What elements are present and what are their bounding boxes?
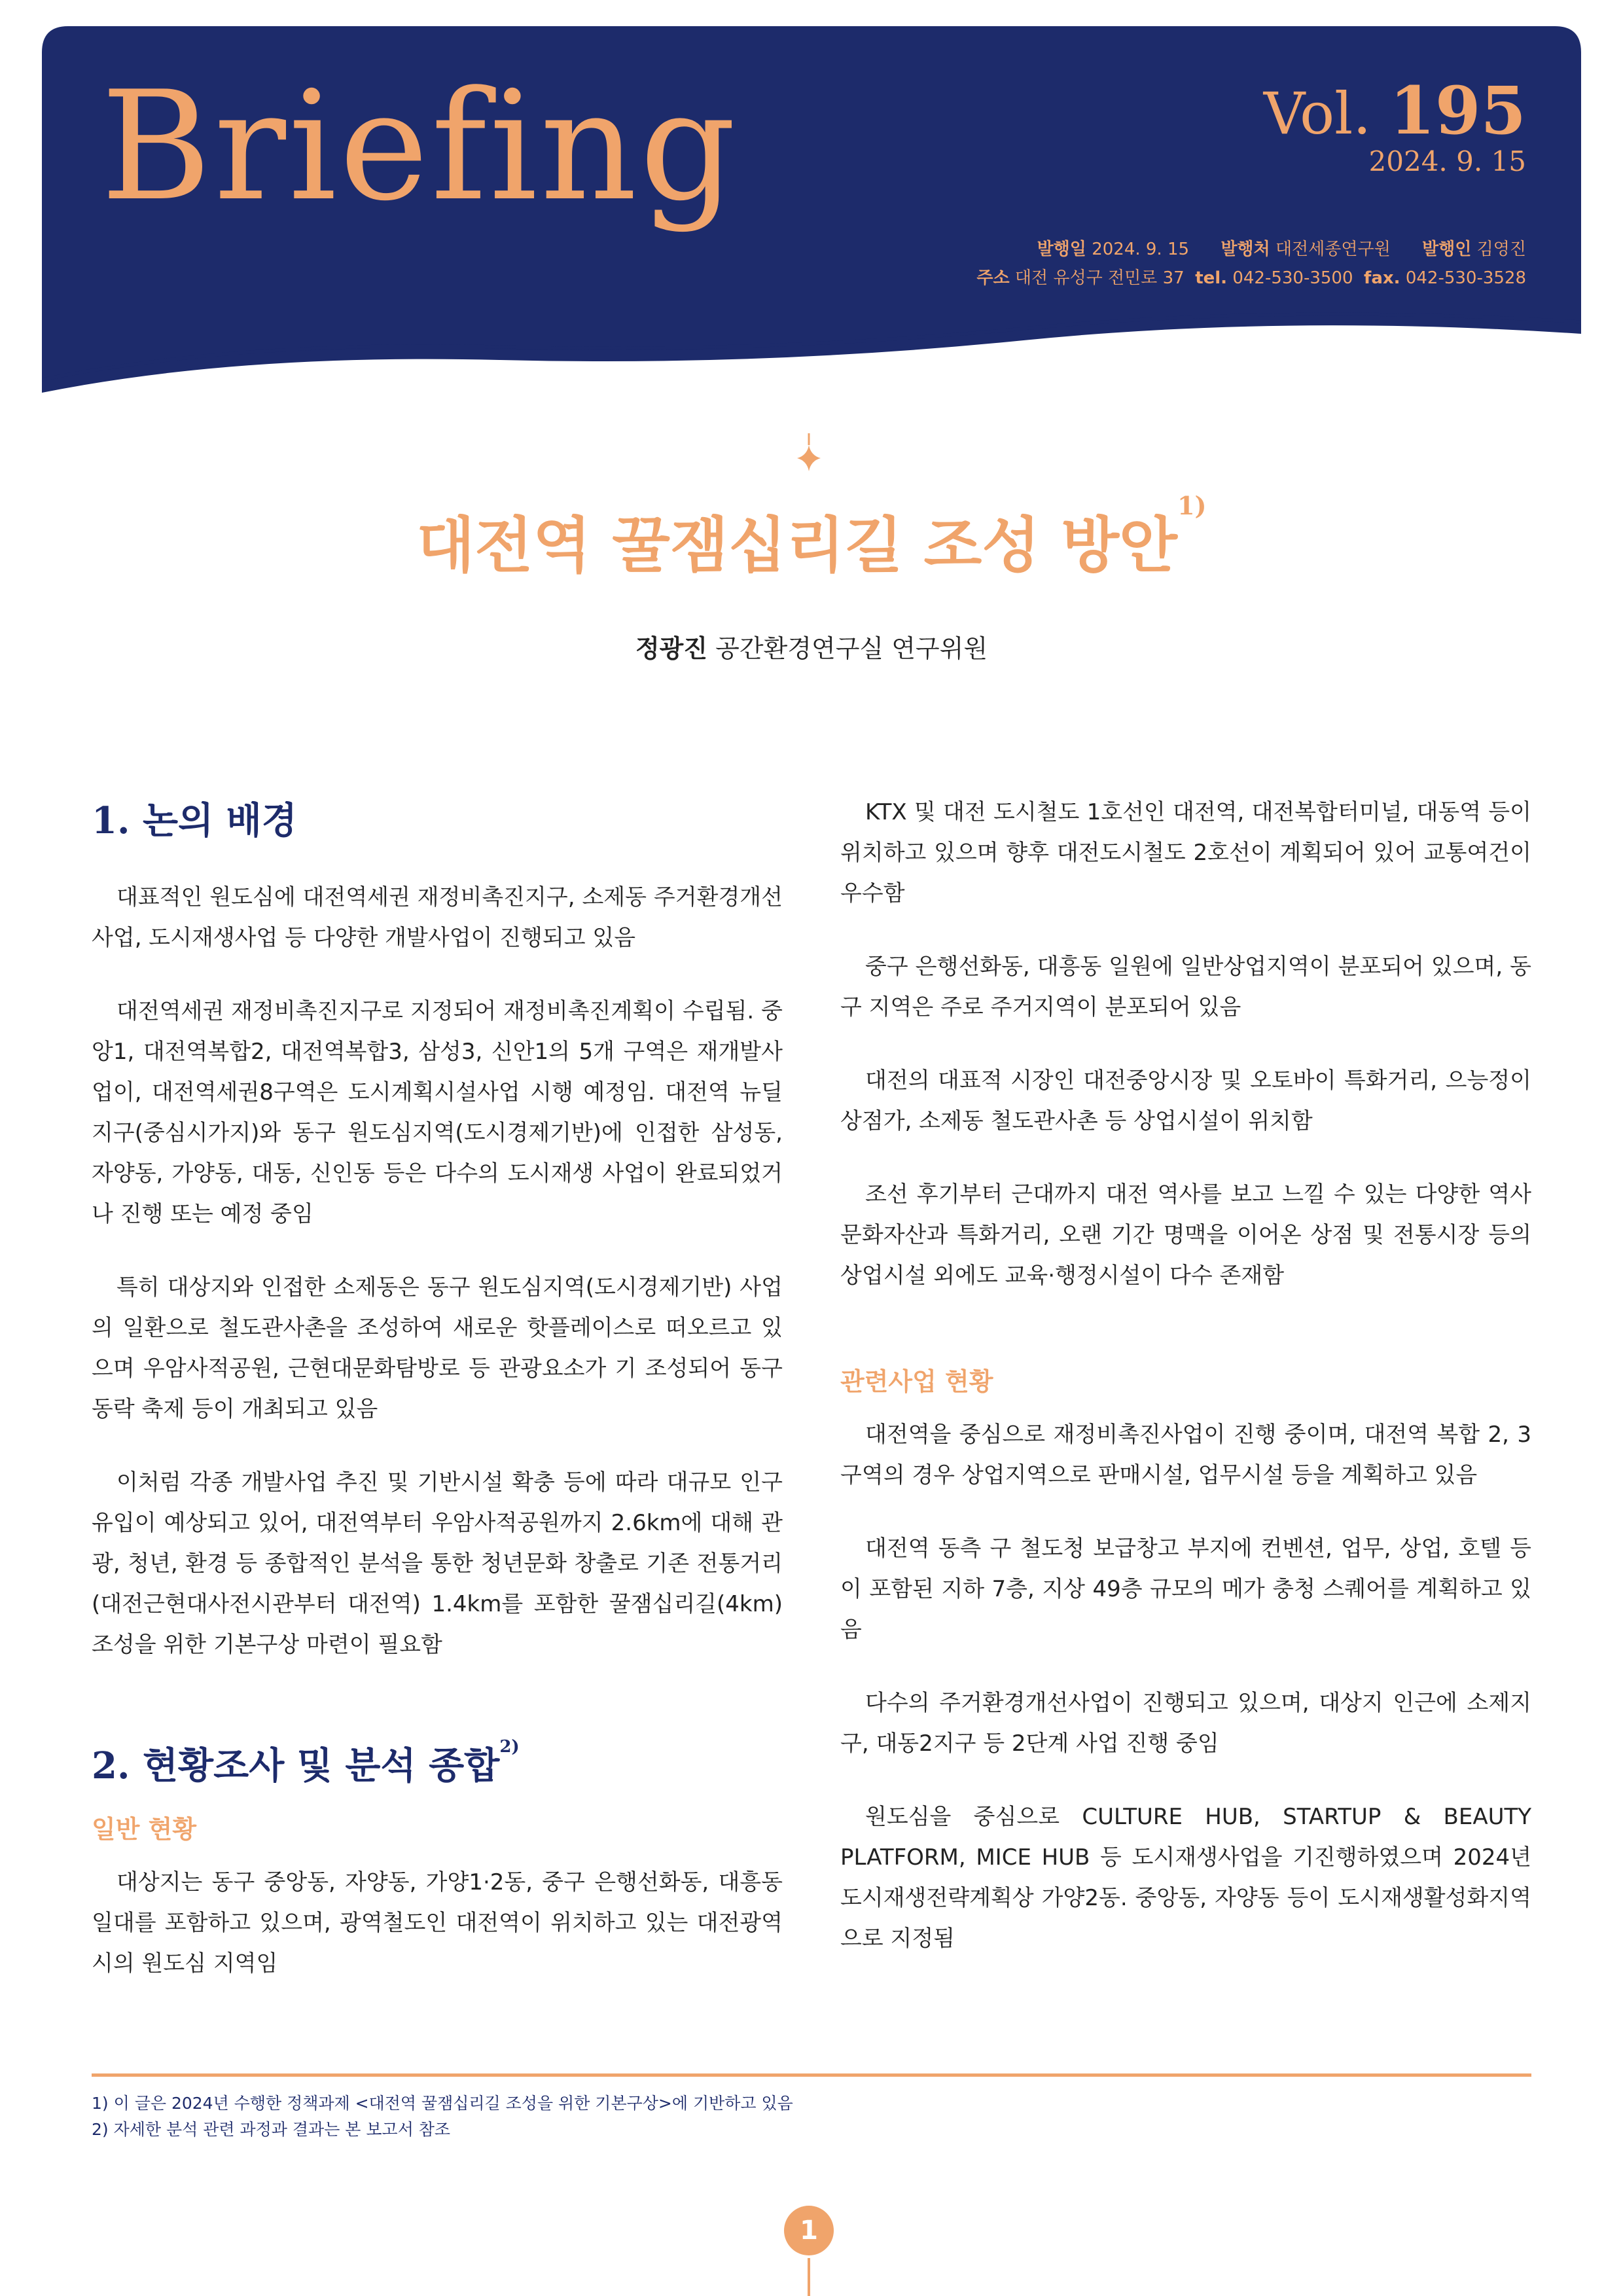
footnotes bbox=[92, 2090, 793, 2143]
author-affiliation: 공간환경연구실 연구위원 bbox=[715, 634, 988, 663]
paragraph: 대전역 동측 구 철도청 보급창고 부지에 컨벤션, 업무, 상업, 호텔 등이 포함된 지하 7층, 지상 49층 규모의 메가 충청 스퀘어를 계획하고 있음 bbox=[840, 1535, 1531, 1643]
footnote-divider bbox=[92, 2073, 1531, 2077]
sparkle-icon bbox=[796, 433, 822, 473]
paragraph: 조선 후기부터 근대까지 대전 역사를 보고 느낄 수 있는 다양한 역사문화자산과 특화거리, 오랜 기간 명맥을 이어온 상점 및 전통시장 등의 상업시설 외에도 교육·행정시설이 다수 존재함 bbox=[840, 1181, 1531, 1289]
volume-number: 195 bbox=[1389, 72, 1526, 149]
address: 대전 유성구 전민로 37 bbox=[1014, 268, 1185, 288]
section-2-footnote-ref: 2) bbox=[499, 1737, 520, 1757]
article-title bbox=[0, 491, 1623, 584]
fax-label: fax. bbox=[1364, 268, 1400, 288]
article-title-text: 대전역 꿀잼십리길 조성 방안 bbox=[416, 510, 1178, 581]
publisher: 대전세종연구원 bbox=[1275, 240, 1391, 259]
footnote-1: 1) 이 글은 2024년 수행한 정책과제 <대전역 꿀잼십리길 조성을 위한 기본구상>에 기반하고 있음 bbox=[92, 2094, 793, 2113]
section-1-heading: 1. 논의 배경 bbox=[92, 799, 297, 842]
publication-info-line1 bbox=[1037, 236, 1526, 260]
pub-date-label: 발행일 bbox=[1037, 240, 1086, 259]
subheading-related-projects: 관련사업 현황 bbox=[840, 1367, 993, 1396]
author-line bbox=[0, 628, 1623, 664]
paragraph: 다수의 주거환경개선사업이 진행되고 있으며, 대상지 인근에 소제지구, 대동2지구 등 2단계 사업 진행 중임 bbox=[840, 1690, 1531, 1757]
issuer-label: 발행인 bbox=[1422, 240, 1472, 259]
volume-prefix: Vol. bbox=[1263, 80, 1372, 147]
section-2-title: 2. 현황조사 및 분석 종합 bbox=[92, 1744, 500, 1787]
title-footnote-ref: 1) bbox=[1177, 491, 1207, 520]
page-number: 1 bbox=[784, 2206, 834, 2255]
page-number-line bbox=[808, 2258, 810, 2296]
pub-date: 2024. 9. 15 bbox=[1092, 240, 1190, 259]
paragraph: 중구 은행선화동, 대흥동 일원에 일반상업지역이 분포되어 있으며, 동구 지역은 주로 주거지역이 분포되어 있음 bbox=[840, 954, 1531, 1020]
publication-info-line2 bbox=[976, 264, 1526, 289]
paragraph: 대표적인 원도심에 대전역세권 재정비촉진지구, 소제동 주거환경개선사업, 도시재생사업 등 다양한 개발사업이 진행되고 있음 bbox=[92, 884, 783, 951]
author-name: 정광진 bbox=[635, 634, 708, 663]
briefing-logo: Briefing bbox=[101, 60, 739, 234]
section-2-heading bbox=[92, 1737, 783, 1789]
paragraph: KTX 및 대전 도시철도 1호선인 대전역, 대전복합터미널, 대동역 등이 위치하고 있으며 향후 대전도시철도 2호선이 계획되어 있어 교통여건이 우수함 bbox=[840, 799, 1531, 906]
footnote-2: 2) 자세한 분석 관련 과정과 결과는 본 보고서 참조 bbox=[92, 2120, 451, 2139]
tel: 042-530-3500 bbox=[1232, 268, 1353, 288]
paragraph: 대전역을 중심으로 재정비촉진사업이 진행 중이며, 대전역 복합 2, 3구역의 경우 상업지역으로 판매시설, 업무시설 등을 계획하고 있음 bbox=[840, 1422, 1531, 1488]
left-column bbox=[92, 792, 783, 2017]
header-banner bbox=[42, 26, 1581, 399]
paragraph: 특히 대상지와 인접한 소제동은 동구 원도심지역(도시경제기반) 사업의 일환으로 철도관사촌을 조성하여 새로운 핫플레이스로 떠오르고 있으며 우암사적공원, 근현대문화탐방로 등 관광요소가 기 조성되어 동구동락 축제 등이 개최되고 있음 bbox=[92, 1274, 783, 1422]
fax: 042-530-3528 bbox=[1405, 268, 1526, 288]
paragraph: 대상지는 동구 중앙동, 자양동, 가양1·2동, 중구 은행선화동, 대흥동 일대를 포함하고 있으며, 광역철도인 대전역이 위치하고 있는 대전광역시의 원도심 지역임 bbox=[92, 1869, 783, 1977]
paragraph: 원도심을 중심으로 CULTURE HUB, STARTUP & BEAUTY PLATFORM, MICE HUB 등 도시재생사업을 기진행하였으며 2024년 도시재생전략계획상 가양2동. 중앙동, 자양동 등이 도시재생활성화지역으로 지정됨 bbox=[840, 1804, 1531, 1952]
publisher-label: 발행처 bbox=[1221, 240, 1270, 259]
volume-label bbox=[1264, 72, 1526, 149]
paragraph: 이처럼 각종 개발사업 추진 및 기반시설 확충 등에 따라 대규모 인구유입이 예상되고 있어, 대전역부터 우암사적공원까지 2.6km에 대해 관광, 청년, 환경 등 종합적인 분석을 통한 청년문화 창출로 기존 전통거리(대전근현대사전시관부터 대전역) 1.4km를 포함한 꿀잼십리길(4km) 조성을 위한 기본구상 마련이 필요함 bbox=[92, 1469, 783, 1658]
address-label: 주소 bbox=[976, 268, 1010, 288]
right-column bbox=[840, 792, 1531, 1992]
tel-label: tel. bbox=[1195, 268, 1228, 288]
issuer: 김영진 bbox=[1476, 240, 1526, 259]
paragraph: 대전의 대표적 시장인 대전중앙시장 및 오토바이 특화거리, 으능정이 상점가, 소제동 철도관사촌 등 상업시설이 위치함 bbox=[840, 1067, 1531, 1134]
paragraph: 대전역세권 재정비촉진지구로 지정되어 재정비촉진계획이 수립됨. 중앙1, 대전역복합2, 대전역복합3, 삼성3, 신안1의 5개 구역은 재개발사업이, 대전역세권8구역은 도시계획시설사업 시행 예정임. 대전역 뉴딜지구(중심시가지)와 동구 원도심지역(도시경제기반)에 인접한 삼성동, 자양동, 가양동, 대동, 신인동 등은 다수의 도시재생 사업이 완료되었거나 진행 또는 예정 중임 bbox=[92, 998, 783, 1227]
subheading-general-status: 일반 현황 bbox=[92, 1815, 197, 1844]
issue-date: 2024. 9. 15 bbox=[1368, 145, 1526, 177]
